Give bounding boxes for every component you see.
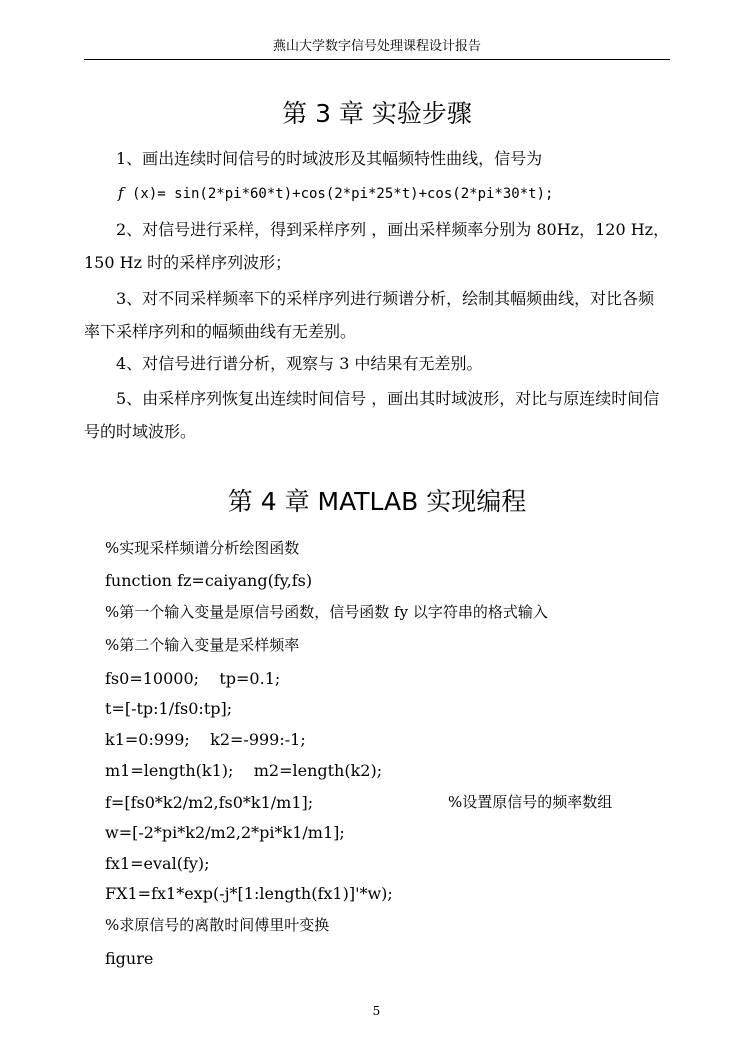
header-rule <box>84 59 670 60</box>
step-1: 1、画出连续时间信号的时域波形及其幅频特性曲线，信号为 <box>116 149 543 168</box>
signal-formula <box>118 182 553 205</box>
step-2: 2、对信号进行采样，得到采样序列 ，画出采样频率分别为 80Hz，120 Hz，150 Hz 时的采样序列波形； <box>84 220 670 272</box>
formula-function-name: f <box>118 184 124 202</box>
code-line: w=[-2*pi*k2/m2,2*pi*k1/m1]; <box>105 823 345 842</box>
step-3: 3、对不同采样频率下的采样序列进行频谱分析，绘制其幅频曲线，对比各频率下采样序列和的幅频曲线有无差别。 <box>84 289 655 341</box>
inline-code-comment: %设置原信号的频率数组 <box>448 793 613 811</box>
code-line: %第二个输入变量是采样频率 <box>105 636 300 654</box>
code-line: fx1=eval(fy); <box>105 854 210 873</box>
step-4: 4、对信号进行谱分析，观察与 3 中结果有无差别。 <box>116 354 483 373</box>
code-line: m1=length(k1); m2=length(k2); <box>105 761 383 780</box>
code-line: fs0=10000; tp=0.1; <box>105 669 281 688</box>
code-line: k1=0:999; k2=-999:-1; <box>105 730 306 749</box>
chapter-3-title: 第 3 章 实验步骤 <box>282 99 472 128</box>
code-line: %求原信号的离散时间傅里叶变换 <box>105 916 330 934</box>
chapter-4-title: 第 4 章 MATLAB 实现编程 <box>227 487 527 516</box>
code-line: %第一个输入变量是原信号函数，信号函数 fy 以字符串的格式输入 <box>105 603 548 621</box>
running-header: 燕山大学数字信号处理课程设计报告 <box>272 39 481 54</box>
code-line: f=[fs0*k2/m2,fs0*k1/m1]; <box>105 793 314 812</box>
page-number: 5 <box>372 1004 381 1018</box>
code-line: function fz=caiyang(fy,fs) <box>105 571 313 590</box>
code-line: figure <box>105 949 154 968</box>
code-line: %实现采样频谱分析绘图函数 <box>105 539 300 557</box>
code-line: t=[-tp:1/fs0:tp]; <box>105 699 233 718</box>
step-5: 5、由采样序列恢复出连续时间信号 ，画出其时域波形，对比与原连续时间信号的时域波形。 <box>84 389 660 441</box>
formula-expression: (x)= sin(2*pi*60*t)+cos(2*pi*25*t)+cos(2*pi*30*t); <box>132 186 554 202</box>
code-line: FX1=fx1*exp(-j*[1:length(fx1)]'*w); <box>105 884 393 903</box>
